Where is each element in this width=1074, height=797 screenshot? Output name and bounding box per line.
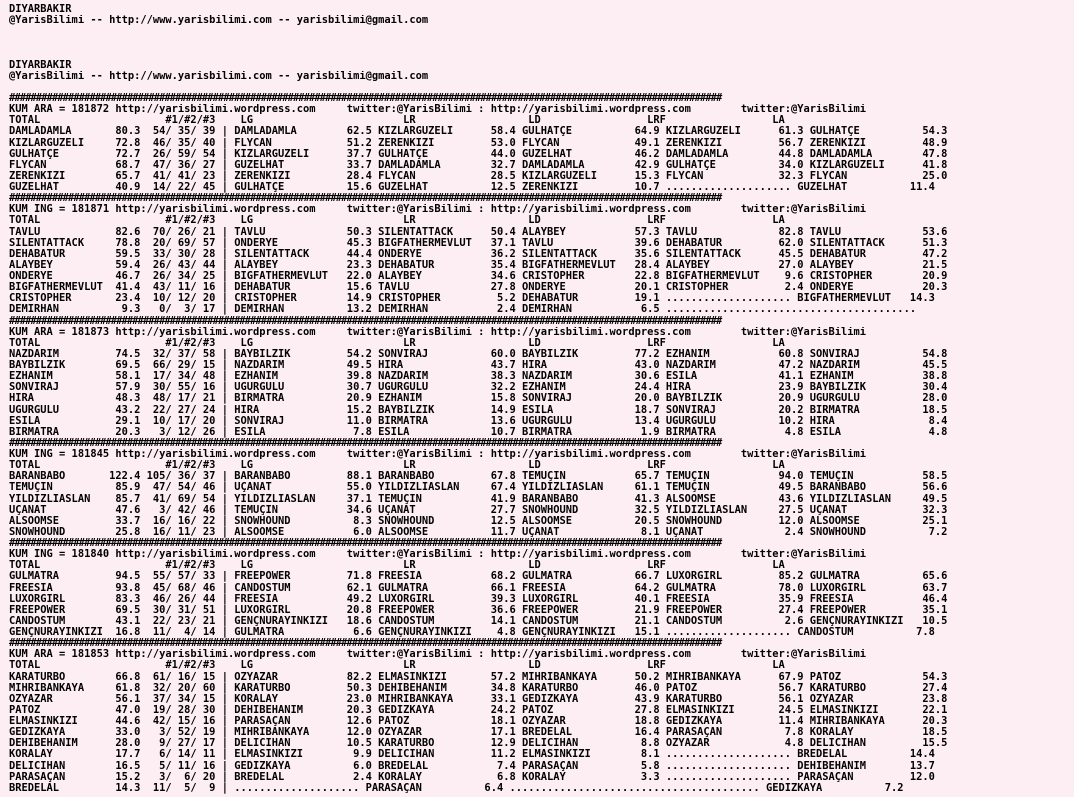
- report-line: FLYCAN 68.7 47/ 36/ 27 | GÜZELHAT 33.7 DAMLADAMLA 32.7 DAMLADAMLA 42.9 GULHATÇE 34.0 KIZLARGÜZELİ 41.8: [9, 159, 948, 171]
- report-line: ALSOOMSE 33.7 16/ 16/ 22 | SNOWHOUND 8.3 SNOWHOUND 12.5 ALSOOMSE 20.5 SNOWHOUND 12.0 ALSOOMSE 25.1: [9, 515, 948, 527]
- separator-line: #####################################################################################################################################: [9, 638, 722, 650]
- report-line: SILENTATTACK 78.8 20/ 69/ 57 | ÖNDERYE 45.3 BIGFATHERMEVLÜT 37.1 TAVLU 39.6 DEHABATUR 62.0 SILENTATTACK 51.3: [9, 237, 948, 249]
- report-line: BARANBABO 122.4 105/ 36/ 37 | BARANBABO 88.1 BARANBABO 67.8 TEMUÇİN 65.7 TEMUÇİN 94.0 TEMUÇİN 58.5: [9, 471, 948, 483]
- report-line: [9, 37, 1074, 48]
- report-line: GÜZELHAT 40.9 14/ 22/ 45 | GULHATÇE 15.6 GÜZELHAT 12.5 ZERENKIZI 10.7 .................... GÜZELHAT 11.4: [9, 182, 935, 193]
- report-line: KUM ARA = 181872 http://yarisbilimi.wordpress.com twitter:@YarisBilimi : http://yarisbilimi.wordpress.com twitter:@YarisBilimi: [9, 104, 867, 116]
- report-line: SONVİRAJ 57.9 30/ 55/ 16 | UĞURGÜLÜ 30.7 UĞURGÜLÜ 32.2 EZHANIM 24.4 HIRA 23.9 BAYBİLZİK 30.4: [9, 382, 948, 394]
- separator-line: #####################################################################################################################################: [9, 93, 722, 104]
- report-line: GENÇNURAYINKIZI 16.8 11/ 4/ 14 | GULMATRA 6.6 GENÇNURAYINKIZI 4.8 GENÇNURAYINKIZI 15.1 .................... CANDOSTUM 7.8: [9, 627, 935, 638]
- separator-line: #####################################################################################################################################: [9, 437, 722, 449]
- report-line: DIYARBAKIR: [9, 59, 72, 71]
- report-line: KIZLARGÜZELİ 72.8 46/ 35/ 40 | FLYCAN 51.2 ZERENKIZI 53.0 FLYCAN 49.1 ZERENKIZI 56.7 ZERENKIZI 48.9: [9, 137, 948, 149]
- report-line: UĞURGÜLÜ 43.2 22/ 27/ 24 | HIRA 15.2 BAYBİLZİK 14.9 ESILA 18.7 SONVİRAJ 20.2 BIRMATRA 18.5: [9, 404, 948, 416]
- report-line: FREEPOWER 69.5 30/ 31/ 51 | LUXORGIRL 20.8 FREEPOWER 36.6 FREEPOWER 21.9 FREEPOWER 27.4 FREEPOWER 35.1: [9, 604, 948, 616]
- report-line: FREESIA 93.8 45/ 68/ 46 | CANDOSTUM 62.1 GULMATRA 66.1 FREESIA 64.2 GULMATRA 78.0 LUXORGIRL 63.7: [9, 582, 948, 594]
- report-line: DELİCİHAN 16.5 5/ 11/ 16 | GEDİZKAYA 6.0 BREDELAL 7.4 PARASAÇAN 5.8 .................... DEHİBEHANIM 13.7: [9, 760, 935, 772]
- report-line: TOTAL #1/#2/#3 LG LR LD LRF LA: [9, 560, 785, 572]
- report-line: TOTAL #1/#2/#3 LG LR LD LRF LA: [9, 337, 785, 349]
- report-line: SNOWHOUND 25.8 16/ 11/ 23 | ALSOOMSE 6.0 ALSOOMSE 11.7 UÇANAT 8.1 UÇANAT 2.4 SNOWHOUND 7.2: [9, 526, 948, 538]
- report-line: ÖNDERYE 46.7 26/ 34/ 25 | BIGFATHERMEVLÜT 22.0 ALAYBEY 34.6 CRISTOPHER 22.8 BIGFATHERMEVLÜT 9.6 CRISTOPHER 20.9: [9, 271, 948, 282]
- report-line: YILDIZLIASLAN 85.7 41/ 69/ 54 | YILDIZLIASLAN 37.1 TEMUÇİN 41.9 BARANBABO 41.3 ALSOOMSE 43.6 YILDIZLIASLAN 49.5: [9, 493, 948, 505]
- report-line: KORALAY 17.7 6/ 14/ 11 | ELMASINKIZI 9.9 DELİCİHAN 11.2 ELMASINKIZI 8.1 .................... BREDELAL 14.4: [9, 749, 935, 761]
- report-line: KUM ING = 181871 http://yarisbilimi.wordpress.com twitter:@YarisBilimi : http://yarisbilimi.wordpress.com twitter:@YarisBilimi: [9, 204, 867, 216]
- report-line: DIYARBAKIR: [9, 4, 72, 15]
- report-line: CRISTOPHER 23.4 10/ 12/ 20 | CRISTOPHER 14.9 CRISTOPHER 5.2 DEHABATUR 19.1 .................... BIGFATHERMEVLÜT 14.3: [9, 293, 935, 305]
- report-line: BAYBİLZİK 69.5 66/ 29/ 15 | NAZDARIM 49.5 HIRA 43.7 HIRA 43.0 NAZDARIM 47.2 NAZDARIM 45.5: [9, 360, 948, 371]
- report-line: TEMUÇİN 85.9 47/ 54/ 46 | UÇANAT 55.0 YILDIZLIASLAN 67.4 YILDIZLIASLAN 61.1 TEMUÇİN 49.5 BARANBABO 56.6: [9, 482, 948, 494]
- report-line: TAVLU 82.6 70/ 26/ 21 | TAVLU 50.3 SILENTATTACK 50.4 ALAYBEY 57.3 TAVLU 82.8 TAVLU 53.6: [9, 226, 948, 238]
- separator-line: #####################################################################################################################################: [9, 193, 722, 205]
- report-line: BIRMATRA 20.3 3/ 12/ 26 | ESILA 7.8 ESILA 10.7 BIRMATRA 1.9 BIRMATRA 4.8 ESILA 4.8: [9, 426, 948, 438]
- report-line: ESILA 29.1 10/ 17/ 20 | SONVİRAJ 11.0 BIRMATRA 13.6 UĞURGÜLÜ 13.4 UĞURGÜLÜ 10.2 HIRA 8.4: [9, 415, 948, 427]
- report-line: ÖZYAZAR 56.1 37/ 34/ 15 | KORALAY 23.0 MİHRİBANKAYA 33.1 GEDİZKAYA 43.9 KARATURBO 56.1 ÖZYAZAR 23.8: [9, 693, 948, 705]
- report-line: DEHİBEHANIM 28.0 9/ 27/ 17 | DELİCİHAN 10.5 KARATURBO 12.9 DELİCİHAN 8.8 ÖZYAZAR 4.8 DELİCİHAN 15.5: [9, 738, 948, 750]
- report-line: KUM ING = 181845 http://yarisbilimi.wordpress.com twitter:@YarisBilimi : http://yarisbilimi.wordpress.com twitter:@YarisBilimi: [9, 449, 867, 460]
- report-line: GULHATÇE 72.7 26/ 59/ 54 | KIZLARGÜZELİ 37.7 GULHATÇE 44.0 GÜZELHAT 46.2 DAMLADAMLA 44.8 DAMLADAMLA 47.8: [9, 148, 948, 160]
- report-line: TOTAL #1/#2/#3 LG LR LD LRF LA: [9, 115, 785, 127]
- report-line: KUM ARA = 181873 http://yarisbilimi.wordpress.com twitter:@YarisBilimi : http://yarisbilimi.wordpress.com twitter:@YarisBilimi: [9, 326, 867, 338]
- report-line: MİHRİBANKAYA 61.8 32/ 20/ 60 | KARATURBO 50.3 DEHİBEHANIM 34.8 KARATURBO 46.0 PATOZ 56.7 KARATURBO 27.4: [9, 682, 948, 694]
- report-line: @YarisBilimi -- http://www.yarisbilimi.com -- yarisbilimi@gmail.com: [9, 70, 429, 82]
- report-line: @YarisBilimi -- http://www.yarisbilimi.com -- yarisbilimi@gmail.com: [9, 15, 429, 27]
- report-line: GULMATRA 94.5 55/ 57/ 33 | FREEPOWER 71.8 FREESIA 68.2 GULMATRA 66.7 LUXORGIRL 85.2 GULMATRA 65.6: [9, 571, 948, 583]
- report-line: NAZDARIM 74.5 32/ 37/ 58 | BAYBİLZİK 54.2 SONVİRAJ 60.0 BAYBİLZİK 77.2 EZHANIM 60.8 SONVİRAJ 54.8: [9, 348, 948, 360]
- report-line: DAMLADAMLA 80.3 54/ 35/ 39 | DAMLADAMLA 62.5 KIZLARGÜZELİ 58.4 GULHATÇE 64.9 KIZLARGÜZELİ 61.3 GULHATÇE 54.3: [9, 126, 948, 138]
- report-line: BREDELAL 14.3 11/ 5/ 9 | .................... PARASAÇAN 6.4 ........................................ GEDİZKAYA 7.2: [9, 782, 904, 794]
- report-line: UÇANAT 47.6 3/ 42/ 46 | TEMUÇİN 34.6 UÇANAT 27.7 SNOWHOUND 32.5 YILDIZLIASLAN 27.5 UÇANAT 32.3: [9, 504, 948, 516]
- report-line: ELMASINKIZI 44.6 42/ 15/ 16 | PARASAÇAN 12.6 PATOZ 18.1 ÖZYAZAR 18.8 GEDİZKAYA 11.4 MİHRİBANKAYA 20.3: [9, 716, 948, 727]
- report-line: ZERENKIZI 65.7 41/ 41/ 23 | ZERENKIZI 28.4 FLYCAN 28.5 KIZLARGÜZELİ 15.3 FLYCAN 32.3 FLYCAN 25.0: [9, 170, 948, 182]
- report-line: LUXORGIRL 83.3 46/ 26/ 44 | FREESIA 49.2 LUXORGIRL 39.3 LUXORGIRL 40.1 FREESIA 35.9 FREESIA 46.4: [9, 593, 948, 605]
- report-line: TOTAL #1/#2/#3 LG LR LD LRF LA: [9, 460, 785, 472]
- report-line: EZHANIM 58.1 17/ 34/ 48 | EZHANIM 39.8 NAZDARIM 38.3 NAZDARIM 30.6 ESILA 41.1 EZHANIM 38.8: [9, 371, 948, 383]
- separator-line: #####################################################################################################################################: [9, 315, 722, 327]
- report-line: [9, 49, 1074, 60]
- report-line: [9, 26, 1074, 37]
- report-line: KARATURBO 66.8 61/ 16/ 15 | ÖZYAZAR 82.2 ELMASINKIZI 57.2 MİHRİBANKAYA 50.2 MİHRİBANKAYA 67.9 PATOZ 54.3: [9, 671, 948, 683]
- report-line: DEMIRHAN 9.3 0/ 3/ 17 | DEMIRHAN 13.2 DEMIRHAN 2.4 DEMIRHAN 6.5 ........................................: [9, 304, 917, 316]
- report-line: TOTAL #1/#2/#3 LG LR LD LRF LA: [9, 660, 785, 672]
- report-line: KUM ING = 181840 http://yarisbilimi.wordpress.com twitter:@YarisBilimi : http://yarisbilimi.wordpress.com twitter:@YarisBilimi: [9, 549, 867, 561]
- report-line: PARASAÇAN 15.2 3/ 6/ 20 | BREDELAL 2.4 KORALAY 6.8 KORALAY 3.3 .................... PARASAÇAN 12.0: [9, 771, 935, 783]
- report-line: HIRA 48.3 48/ 17/ 21 | BIRMATRA 20.9 EZHANIM 15.8 SONVİRAJ 20.0 BAYBİLZİK 20.9 UĞURGÜLÜ 28.0: [9, 393, 948, 405]
- report-line: BIGFATHERMEVLÜT 41.4 43/ 11/ 16 | DEHABATUR 15.6 TAVLU 27.8 ÖNDERYE 20.1 CRISTOPHER 2.4 ÖNDERYE 20.3: [9, 282, 948, 294]
- report-line: GEDİZKAYA 33.0 3/ 52/ 19 | MİHRİBANKAYA 12.0 ÖZYAZAR 17.1 BREDELAL 16.4 PARASAÇAN 7.8 KORALAY 18.5: [9, 727, 948, 739]
- report-line: KUM ARA = 181853 http://yarisbilimi.wordpress.com twitter:@YarisBilimi : http://yarisbilimi.wordpress.com twitter:@YarisBilimi: [9, 649, 867, 661]
- report-line: CANDOSTUM 43.1 22/ 23/ 21 | GENÇNURAYINKIZI 18.6 CANDOSTUM 14.1 CANDOSTUM 21.1 CANDOSTUM 2.6 GENÇNURAYINKIZI 10.5: [9, 615, 948, 627]
- report-line: [9, 82, 1074, 93]
- report-line: TOTAL #1/#2/#3 LG LR LD LRF LA: [9, 215, 785, 227]
- report-line: DEHABATUR 59.5 33/ 30/ 28 | SILENTATTACK 44.4 ÖNDERYE 36.2 SILENTATTACK 35.6 SILENTATTACK 45.5 DEHABATUR 47.2: [9, 248, 948, 260]
- report-line: PATOZ 47.0 19/ 28/ 30 | DEHİBEHANIM 20.3 GEDİZKAYA 24.2 PATOZ 27.8 ELMASINKIZI 24.5 ELMASINKIZI 22.1: [9, 704, 948, 716]
- separator-line: #####################################################################################################################################: [9, 538, 722, 549]
- report-line: ALAYBEY 59.4 26/ 43/ 44 | ALAYBEY 23.3 DEHABATUR 35.4 BIGFATHERMEVLÜT 28.4 ALAYBEY 27.0 ALAYBEY 21.5: [9, 259, 948, 271]
